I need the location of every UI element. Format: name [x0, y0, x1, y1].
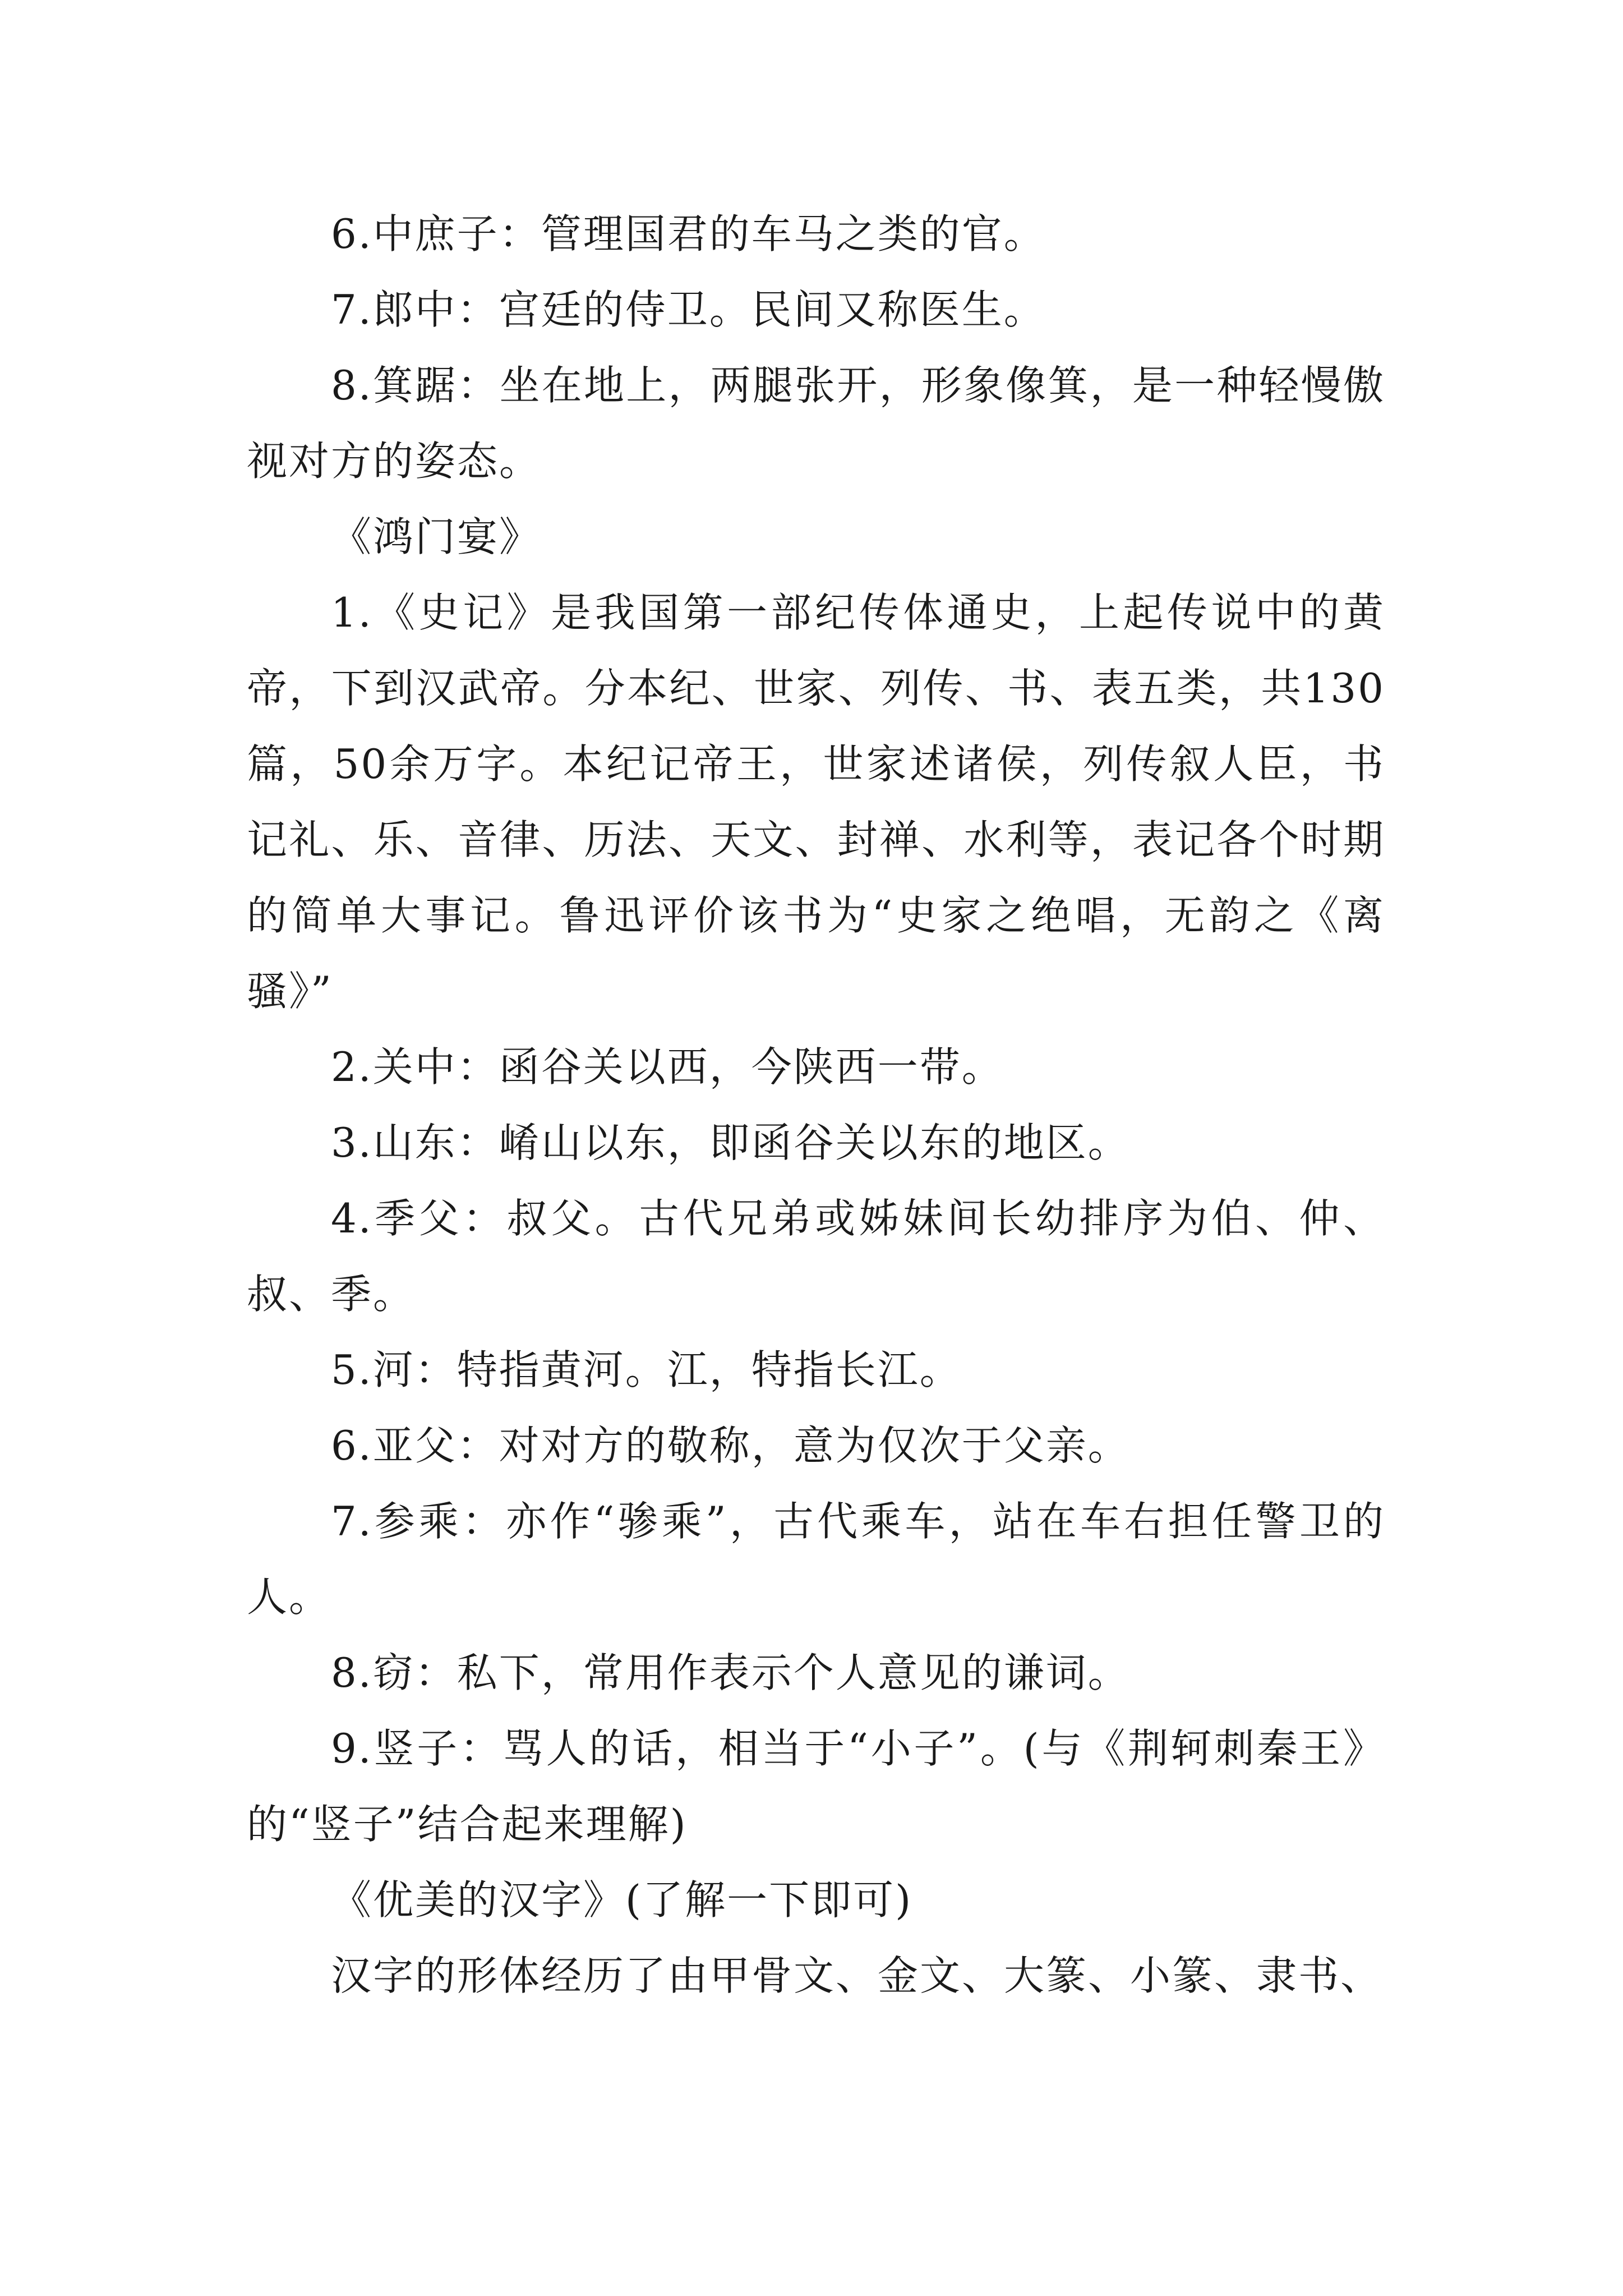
- note-yafu: 6.亚父：对对方的敬称，意为仅次于父亲。: [331, 1422, 1130, 1469]
- note-canshen: 7.参乘：亦作“骖乘”，古代乘车，站在车右担任警卫的人。: [247, 1498, 1385, 1621]
- note-shiji: 1.《史记》是我国第一部纪传体通史，上起传说中的黄帝，下到汉武帝。分本纪、世家、列传、书、表五类，共130篇，50余万字。本纪记帝王，世家述诸侯，列传叙人臣，书记礼、乐、音律、历法、天文、封禅、水利等，表记各个时期的简单大事记。鲁迅评价该书为“史家之绝唱，无韵之《离骚》”: [247, 589, 1385, 1015]
- note-guanzhong: 2.关中：函谷关以西，今陕西一带。: [331, 1043, 1004, 1091]
- note-shandong: 3.山东：崤山以东，即函谷关以东的地区。: [331, 1119, 1130, 1166]
- note-jifu: 4.季父：叔父。古代兄弟或姊妹间长幼排序为伯、仲、叔、季。: [247, 1195, 1385, 1318]
- note-qie: 8.窃：私下，常用作表示个人意见的谦词。: [331, 1649, 1130, 1696]
- section-heading-hanzi: 《优美的汉字》(了解一下即可): [331, 1876, 913, 1924]
- document-body: [247, 196, 1385, 2014]
- note-langzhong: 7.郎中：宫廷的侍卫。民间又称医生。: [331, 286, 1046, 333]
- note-he: 5.河：特指黄河。江，特指长江。: [331, 1346, 962, 1393]
- hanzi-intro: 汉字的形体经历了由甲骨文、金文、大篆、小篆、隶书、: [331, 1952, 1383, 1999]
- note-zhongshuzi: 6.中庶子：管理国君的车马之类的官。: [331, 210, 1046, 257]
- section-heading-hongmenyan: 《鸿门宴》: [331, 513, 542, 560]
- note-shuzi: 9.竖子：骂人的话，相当于“小子”。(与《荆轲刺秦王》的“竖子”结合起来理解): [247, 1725, 1385, 1848]
- note-jiju: 8.箕踞：坐在地上，两腿张开，形象像箕，是一种轻慢傲视对方的姿态。: [247, 362, 1385, 485]
